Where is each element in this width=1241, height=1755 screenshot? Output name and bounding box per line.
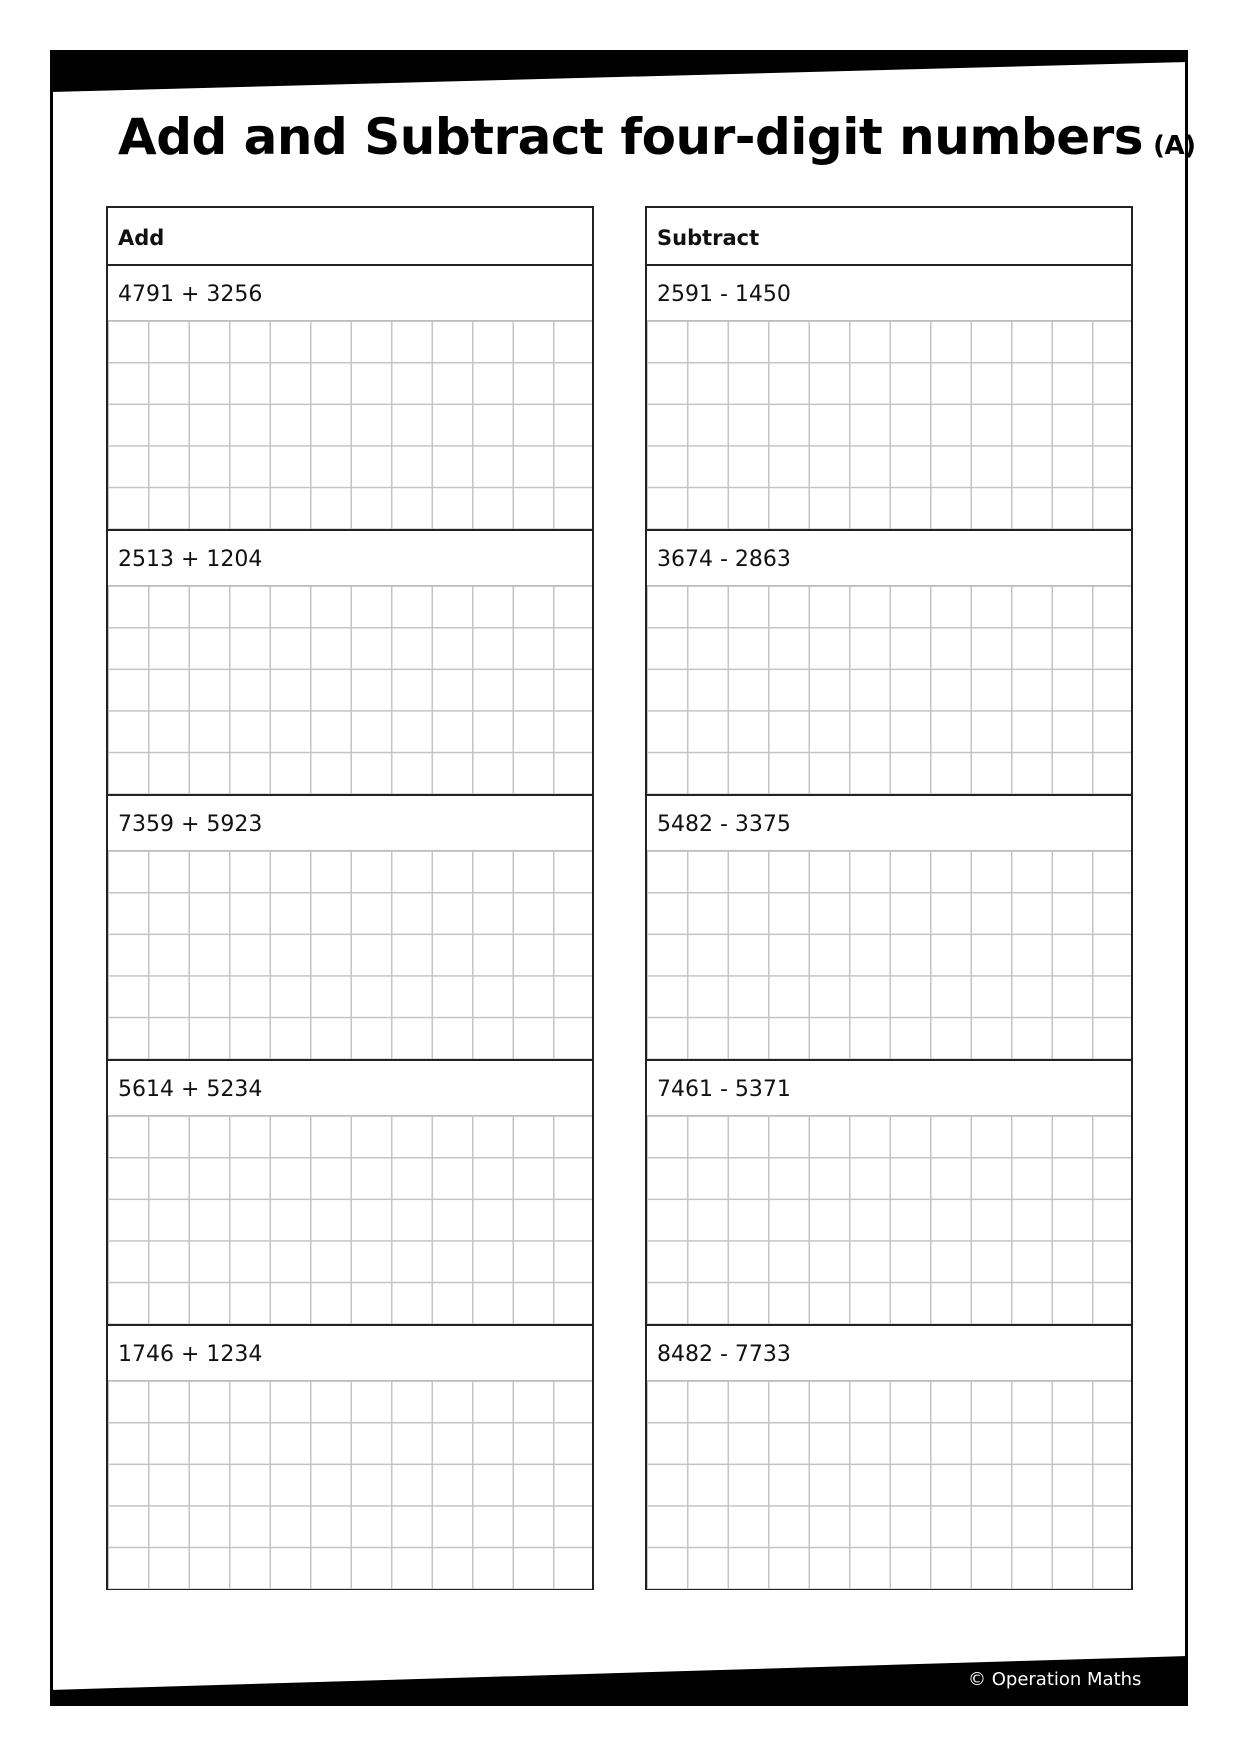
working-grid[interactable] (647, 321, 1131, 529)
problem-label: 2513 + 1204 (108, 531, 592, 586)
problem-label: 7461 - 5371 (647, 1061, 1131, 1116)
subtract-problem-2 (647, 531, 1131, 796)
subtract-problem-5 (647, 1326, 1131, 1591)
subtract-problem-1 (647, 266, 1131, 531)
add-column (106, 206, 594, 1590)
add-problem-2 (108, 531, 592, 796)
copyright-footer: © Operation Maths (968, 1669, 1142, 1690)
working-grid[interactable] (647, 851, 1131, 1059)
problem-label: 3674 - 2863 (647, 531, 1131, 586)
subtract-problem-4 (647, 1061, 1131, 1326)
subtract-header: Subtract (647, 208, 1131, 266)
add-problem-1 (108, 266, 592, 531)
add-header: Add (108, 208, 592, 266)
working-grid[interactable] (108, 321, 592, 529)
working-grid[interactable] (108, 1381, 592, 1589)
add-problem-3 (108, 796, 592, 1061)
subtract-problem-3 (647, 796, 1131, 1061)
working-grid[interactable] (108, 586, 592, 794)
problem-label: 1746 + 1234 (108, 1326, 592, 1381)
problem-label: 5614 + 5234 (108, 1061, 592, 1116)
title-suffix: (A) (1153, 131, 1196, 161)
page-title (118, 108, 1195, 166)
subtract-column (645, 206, 1133, 1590)
title-text: Add and Subtract four-digit numbers (118, 108, 1144, 166)
working-grid[interactable] (647, 1381, 1131, 1589)
add-problem-5 (108, 1326, 592, 1591)
working-grid[interactable] (108, 851, 592, 1059)
top-banner-wedge (50, 50, 1188, 92)
problem-label: 2591 - 1450 (647, 266, 1131, 321)
working-grid[interactable] (647, 1116, 1131, 1324)
problem-label: 4791 + 3256 (108, 266, 592, 321)
problem-label: 8482 - 7733 (647, 1326, 1131, 1381)
working-grid[interactable] (108, 1116, 592, 1324)
problem-label: 5482 - 3375 (647, 796, 1131, 851)
add-problem-4 (108, 1061, 592, 1326)
working-grid[interactable] (647, 586, 1131, 794)
problem-label: 7359 + 5923 (108, 796, 592, 851)
